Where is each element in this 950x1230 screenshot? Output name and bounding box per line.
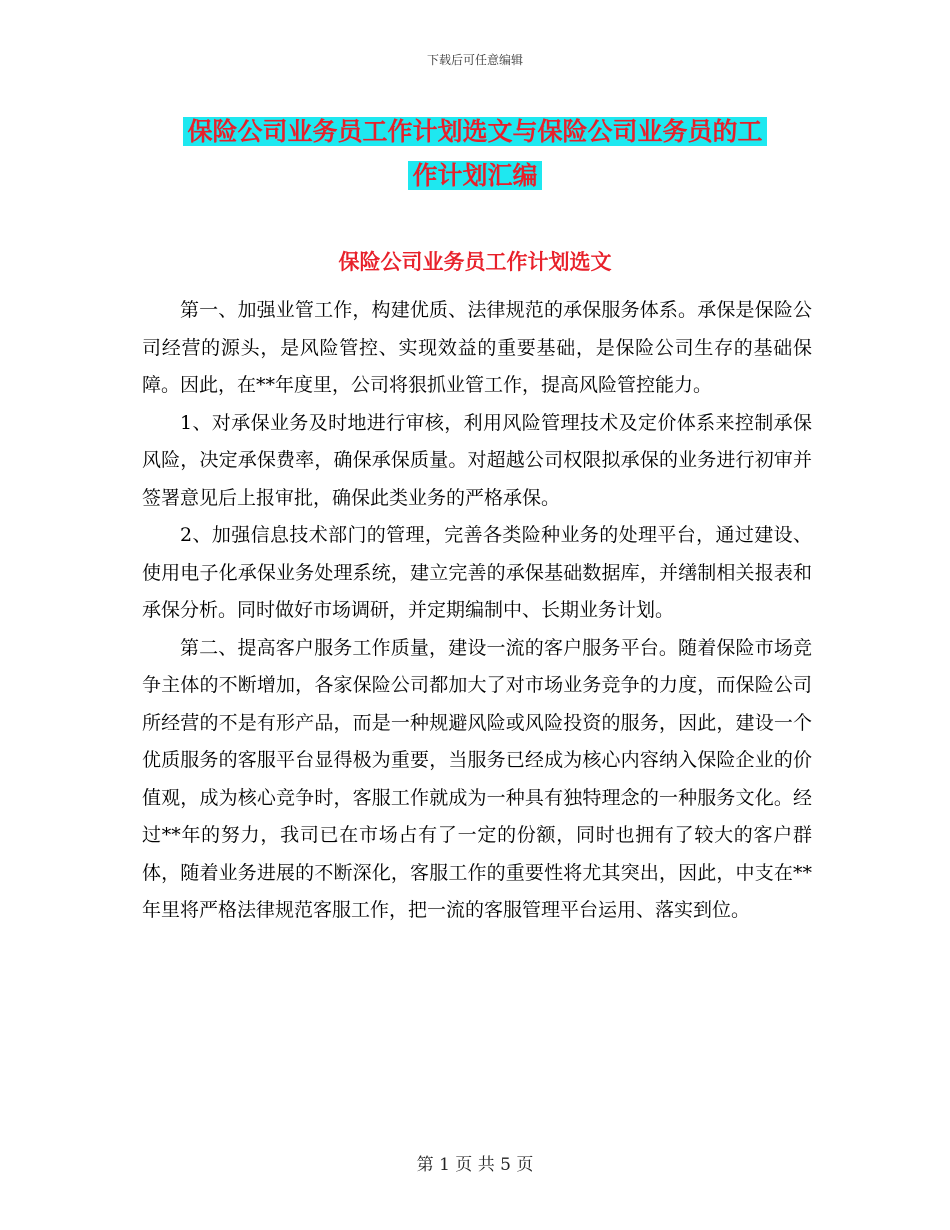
- document-title: [0, 110, 950, 198]
- paragraph: 2、加强信息技术部门的管理，完善各类险种业务的处理平台，通过建设、使用电子化承保业务处理系统，建立完善的承保基础数据库，并缮制相关报表和承保分析。同时做好市场调研，并定期编制中、长期业务计划。: [142, 524, 812, 621]
- paragraph: 1、对承保业务及时地进行审核，利用风险管理技术及定价体系来控制承保风险，决定承保费率，确保承保质量。对超越公司权限拟承保的业务进行初审并签署意见后上报审批，确保此类业务的严格承保。: [142, 411, 812, 509]
- paragraph: 第一、加强业管工作，构建优质、法律规范的承保服务体系。承保是保险公司经营的源头，是风险管控、实现效益的重要基础，是保险公司生存的基础保障。因此，在**年度里，公司将狠抓业管工作，提高风险管控能力。: [142, 299, 812, 396]
- page-number-footer: 第 1 页 共 5 页: [416, 1155, 534, 1175]
- page-header-note: 下载后可任意编辑: [426, 53, 523, 67]
- document-title-line-2: 作计划汇编: [408, 161, 541, 190]
- document-body: [142, 292, 812, 930]
- section-heading: 保险公司业务员工作计划选文: [338, 249, 612, 274]
- paragraph: 第二、提高客户服务工作质量，建设一流的客户服务平台。随着保险市场竞争主体的不断增加，各家保险公司都加大了对市场业务竞争的力度，而保险公司所经营的不是有形产品，而是一种规避风险或风险投资的服务，因此，建设一个优质服务的客服平台显得极为重要，当服务已经成为核心内容纳入保险企业的价值观，成为核心竞争时，客服工作就成为一种具有独特理念的一种服务文化。经过**年的努力，我司已在市场占有了一定的份额，同时也拥有了较大的客户群体，随着业务进展的不断深化，客服工作的重要性将尤其突出，因此，中支在**年里将严格法律规范客服工作，把一流的客服管理平台运用、落实到位。: [142, 636, 812, 921]
- document-title-line-1: 保险公司业务员工作计划选文与保险公司业务员的工: [183, 117, 766, 146]
